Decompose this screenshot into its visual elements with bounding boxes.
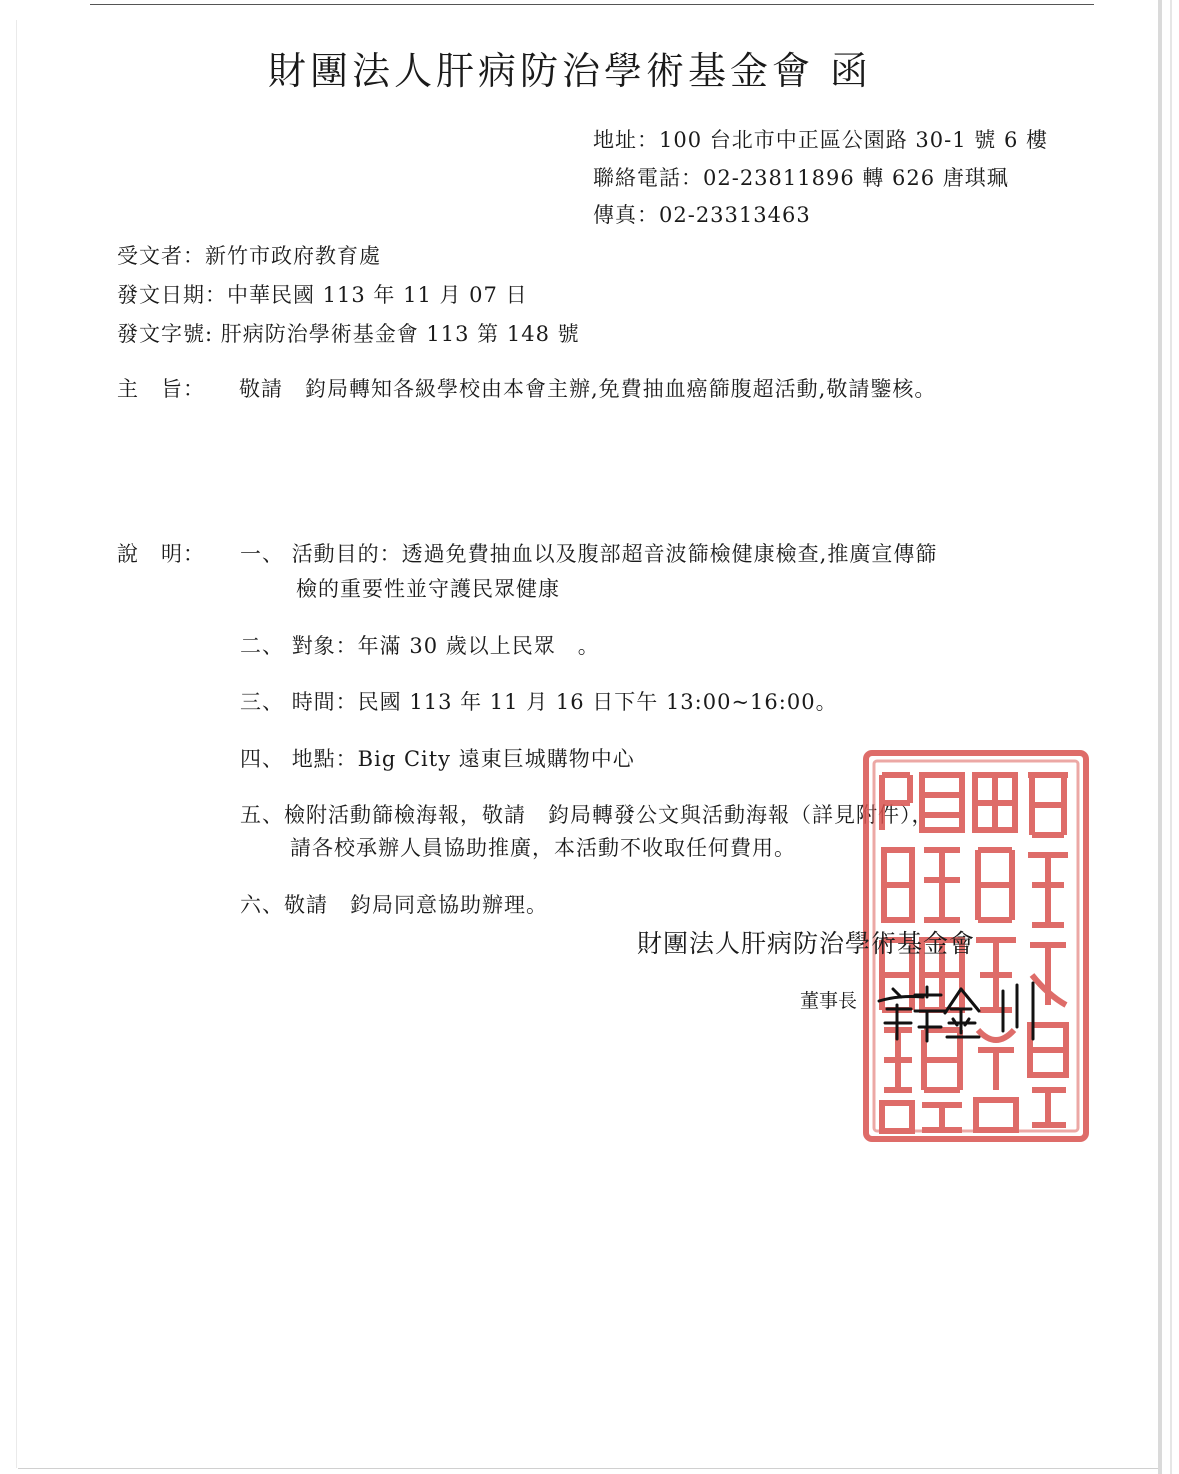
explanation-item-3 (240, 686, 838, 716)
page-right-edge-shadow (1170, 0, 1172, 1474)
chairman-signature (875, 975, 1055, 1045)
sender-fax: 傳真：02-23313463 (593, 203, 811, 227)
page-right-edge (1158, 0, 1162, 1474)
item-text: 檢附活動篩檢海報，敬請 鈞局轉發公文與活動海報（詳見附件）， (284, 803, 934, 827)
page-left-edge (16, 20, 17, 1468)
item-text: 對象：年滿 30 歲以上民眾 。 (291, 634, 600, 658)
item-text: 地點：Big City 遠東巨城購物中心 (291, 747, 635, 771)
sender-phone: 聯絡電話：02-23811896 轉 626 唐琪珮 (593, 166, 1009, 190)
explanation-item-6 (240, 889, 548, 919)
explanation-label: 說 明： (117, 542, 205, 566)
sender-address: 地址：100 台北市中正區公園路 30-1 號 6 樓 (593, 128, 1048, 152)
page-top-border (90, 4, 1094, 5)
issue-date: 發文日期：中華民國 113 年 11 月 07 日 (117, 283, 528, 307)
subject-text: 敬請 鈞局轉知各級學校由本會主辦,免費抽血癌篩腹超活動,敬請鑒核。 (239, 377, 937, 401)
item-text: 敬請 鈞局同意協助辦理。 (284, 893, 548, 917)
organization-name: 財團法人肝病防治學術基金會 (637, 929, 976, 958)
explanation-item-2 (240, 630, 600, 660)
subject-line (117, 373, 936, 403)
item-number: 六、 (240, 893, 284, 917)
page-bottom-edge (18, 1468, 1158, 1469)
recipient: 受文者：新竹市政府教育處 (117, 244, 381, 268)
document-title: 財團法人肝病防治學術基金會 函 (267, 49, 873, 93)
item-number: 四、 (240, 747, 284, 771)
chairman-label: 董事長 (800, 990, 858, 1012)
document-number: 發文字號: 肝病防治學術基金會 113 第 148 號 (117, 322, 580, 346)
subject-label: 主 旨： (117, 377, 205, 401)
item-number: 一、 (240, 542, 284, 566)
item-text: 活動目的：透過免費抽血以及腹部超音波篩檢健康檢查,推廣宣傳篩 (291, 542, 938, 566)
explanation-item-1 (240, 538, 937, 568)
explanation-item-5-continued: 請各校承辦人員協助推廣，本活動不收取任何費用。 (290, 836, 796, 860)
item-text: 時間：民國 113 年 11 月 16 日下午 13:00~16:00。 (291, 690, 838, 714)
explanation-item-1-continued: 檢的重要性並守護民眾健康 (296, 577, 560, 601)
item-number: 二、 (240, 634, 284, 658)
item-number: 五、 (240, 803, 284, 827)
explanation-item-4 (240, 743, 635, 773)
explanation-item-5 (240, 799, 934, 829)
item-number: 三、 (240, 690, 284, 714)
